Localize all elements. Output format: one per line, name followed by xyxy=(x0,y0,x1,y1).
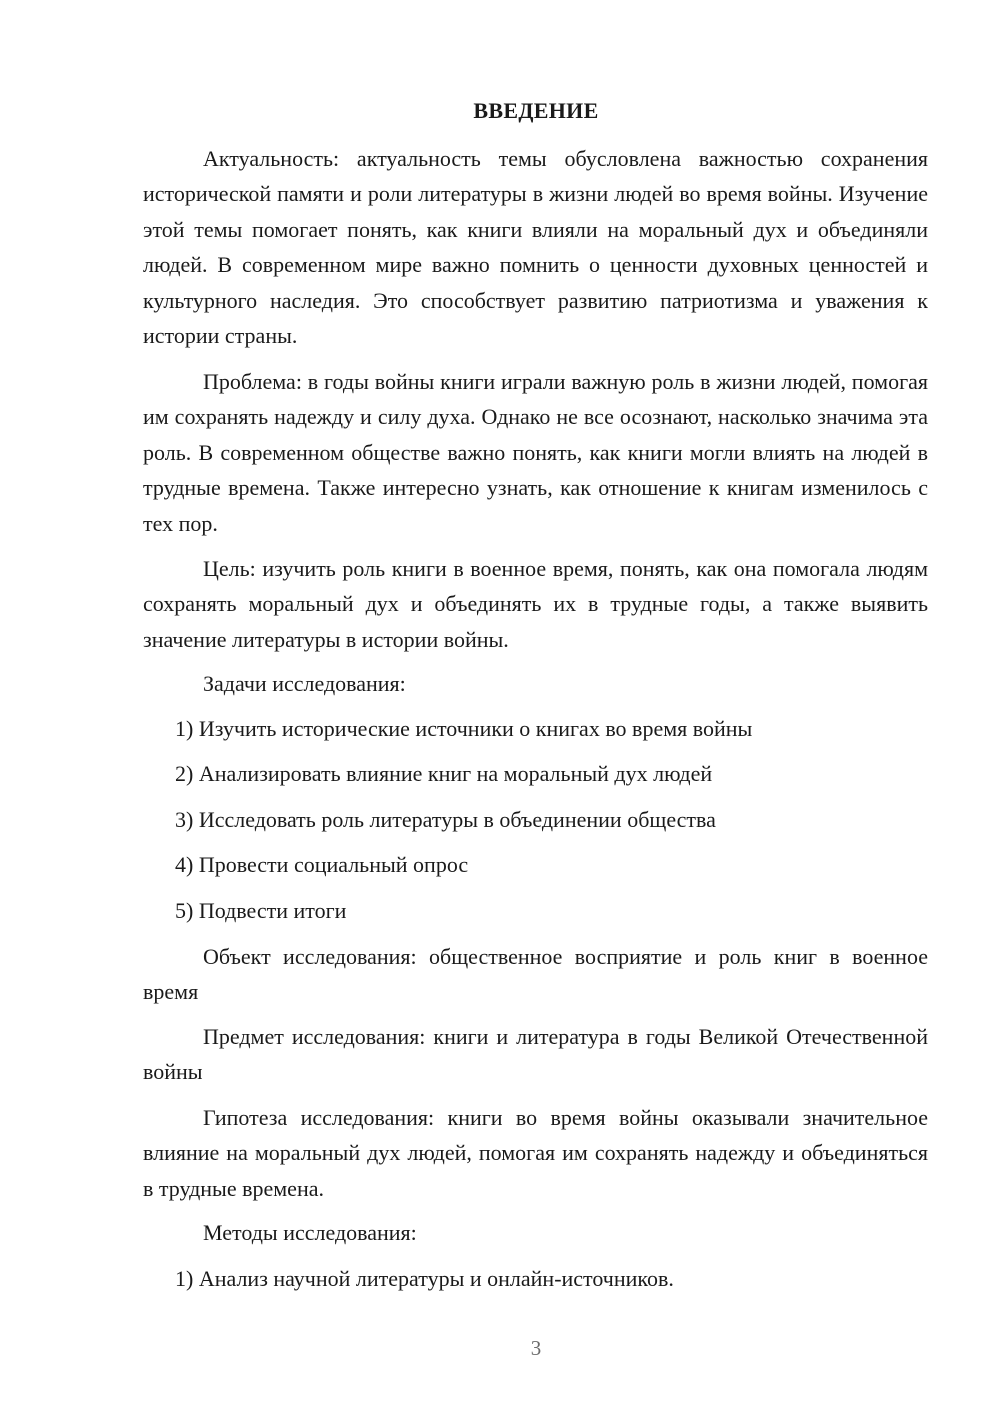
list-item: 1) Изучить исторические источники о книгах во время войны xyxy=(175,716,753,741)
relevance-paragraph: Актуальность: актуальность темы обусловлена важностью сохранения исторической памяти и роли литературы в жизни людей во время войны. Изучение этой темы помогает понять, как книги влияли на моральный дух и объединяли людей. В современном мире важно помнить о ценности духовных ценностей и культурного наследия. Это способствует развитию патриотизма и уважения к истории страны. xyxy=(143,146,928,349)
list-item: 1) Анализ научной литературы и онлайн-источников. xyxy=(175,1266,674,1291)
problem-paragraph: Проблема: в годы войны книги играли важную роль в жизни людей, помогая им сохранять надежду и силу духа. Однако не все осознают, насколько значима эта роль. В современном обществе важно понять, как книги могли влиять на людей в трудные времена. Также интересно узнать, как отношение к книгам изменилось с тех пор. xyxy=(143,369,928,536)
goal-paragraph: Цель: изучить роль книги в военное время, понять, как она помогала людям сохранять моральный дух и объединять их в трудные годы, а также выявить значение литературы в истории войны. xyxy=(143,556,928,652)
hypothesis-paragraph: Гипотеза исследования: книги во время войны оказывали значительное влияние на моральный дух людей, помогая им сохранять надежду и объединяться в трудные времена. xyxy=(143,1105,928,1201)
object-paragraph: Объект исследования: общественное восприятие и роль книг в военное время xyxy=(143,944,928,1005)
tasks-heading: Задачи исследования: xyxy=(203,671,406,696)
subject-paragraph: Предмет исследования: книги и литература в годы Великой Отечественной войны xyxy=(143,1024,928,1085)
page-title: ВВЕДЕНИЕ xyxy=(473,98,599,123)
list-item: 2) Анализировать влияние книг на моральный дух людей xyxy=(175,761,713,786)
page-number: 3 xyxy=(530,1336,542,1360)
list-item: 3) Исследовать роль литературы в объединении общества xyxy=(175,807,716,832)
list-item: 4) Провести социальный опрос xyxy=(175,852,469,877)
methods-heading: Методы исследования: xyxy=(203,1220,417,1245)
list-item: 5) Подвести итоги xyxy=(175,898,347,923)
